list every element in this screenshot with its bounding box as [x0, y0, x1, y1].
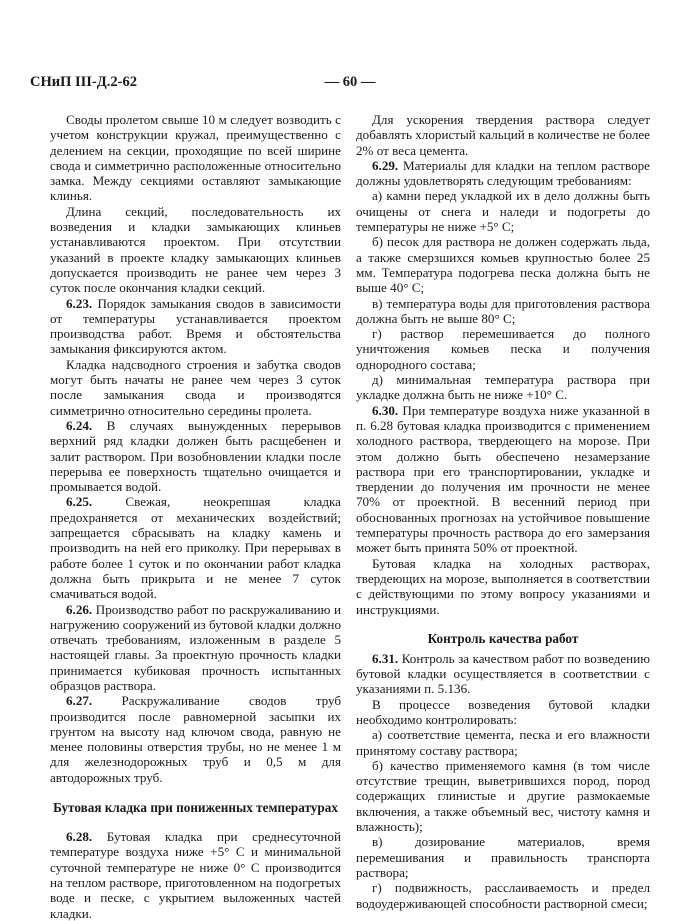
paragraph-text: Бутовая кладка на холодных растворах, твердеющих на морозе, выполняется в соответствии с действующими по этому вопросу указаниями и инструкциями. [356, 555, 650, 617]
paragraph-text: Контроль за качеством работ по возведению бутовой кладки осуществляется в соответствии с указаниями п. 5.136. [356, 650, 650, 697]
paragraph [356, 296, 650, 327]
paragraph-text: в) температура воды для приготовления раствора должна быть не выше 80° С; [356, 295, 650, 326]
paragraph-text: Кладка надсводного строения и забутка сводов могут быть начаты не ранее чем через 3 суток после замыкания свода и производятся симметрично относительно середины пролета. [50, 356, 341, 418]
paragraph-text: д) минимальная температура раствора при укладке должна быть не ниже +10° С. [356, 372, 650, 403]
paragraph [356, 697, 650, 728]
paragraph [356, 234, 650, 295]
clause-number: 6.29. [372, 157, 399, 173]
paragraph [356, 651, 650, 697]
paragraph-text: а) соответствие цемента, песка и его влажности принятому составу раствора; [356, 727, 650, 758]
paragraph [356, 556, 650, 617]
paragraph [356, 758, 650, 834]
paragraph-text: г) подвижность, расслаиваемость и предел водоудерживающей способности растворной смеси; [356, 880, 650, 911]
paragraph [50, 357, 341, 418]
paragraph [356, 880, 650, 911]
paragraph-text: г) раствор перемешивается до полного уничтожения комьев песка и получения однородного состава; [356, 326, 650, 372]
paragraph-text: Длина секций, последовательность их возведения и кладки замыкающих клиньев устанавливаются проектом. При отсутствии указаний в проекте кладку замыкающих клиньев допускается производить не ранее чем через 3 суток после окончания кладки секций. [50, 203, 341, 296]
document-code: СНиП III-Д.2-62 [30, 74, 137, 90]
paragraph-text: в) дозирование материалов, время перемешивания и правильность транспорта раствора; [356, 834, 650, 880]
paragraph [50, 204, 341, 296]
paragraph [50, 829, 341, 921]
paragraph [50, 418, 341, 494]
paragraph [356, 188, 650, 234]
section-heading: Контроль качества работ [427, 630, 579, 646]
paragraph-text: Бутовая кладка при среднесуточной температуре воздуха ниже +5° С и минимальной суточной температуре не ниже 0° С производится на теплом растворе, приготовленном на подогретых воде и песке, с укрытием выложенных частей кладки. [50, 829, 341, 921]
paragraph-text: Порядок замыкания сводов в зависимости от температуры устанавливается проектом производства работ. Время и обстоятельства замыкания фиксируются актом. [50, 295, 341, 357]
paragraph [356, 326, 650, 372]
paragraph [356, 834, 650, 880]
paragraph [50, 602, 341, 694]
clause-number: 6.31. [372, 650, 399, 666]
paragraph [356, 158, 650, 189]
section-heading: Бутовая кладка при пониженных температурах [53, 800, 338, 816]
clause-number: 6.25. [66, 494, 93, 510]
paragraph [356, 112, 650, 158]
paragraph-text: Своды пролетом свыше 10 м следует возводить с учетом конструкции кружал, преимущественно с делением на секции, проходящие по всей ширине свода и симметрично расположенные относительно замка. Между секциями оставляют замыкающие клинья. [50, 112, 341, 204]
paragraph [50, 494, 341, 601]
paragraph [50, 112, 341, 204]
page-number: — 60 — [324, 74, 376, 90]
paragraph-text: б) песок для раствора не должен содержать льда, а также смерзшихся комьев крупностью более 25 мм. Температура подогрева песка должна быть не выше 40° С; [356, 234, 650, 296]
right-column [356, 112, 650, 911]
clause-number: 6.23. [66, 295, 93, 311]
paragraph-text: а) камни перед укладкой их в дело должны быть очищены от снега и наледи и подогреты до температуры не ниже +5° С; [356, 188, 650, 235]
clause-number: 6.26. [66, 601, 93, 617]
paragraph-text: Свежая, неокрепшая кладка предохраняется от механических воздействий; запрещается сбрасывать на кладку камень и производить на ней его приколку. При перерывах в работе более 1 суток и по окончании работ кладка должна быть прикрыта и не менее 7 суток смачиваться водой. [50, 494, 341, 602]
paragraph-text: Для ускорения твердения раствора следует добавлять хлористый кальций в количестве не более 2% от веса цемента. [356, 112, 650, 158]
paragraph [50, 296, 341, 357]
paragraph [356, 727, 650, 758]
paragraph-text: При температуре воздуха ниже указанной в п. 6.28 бутовая кладка производится с применением холодного раствора, твердеющего на морозе. При этом должно быть обеспечено незамерзание раствора при его транспортировании, укладке и твердении до получения им прочности не менее 70% от проектной. В весенний период при обоснованных прогнозах на устойчивое повышение температуры прочность раствора до его замерзания может быть принята 50% от проектной. [356, 402, 650, 556]
paragraph-text: В процессе возведения бутовой кладки необходимо контролировать: [356, 696, 650, 727]
paragraph-text: Материалы для кладки на теплом растворе должны удовлетворять следующим требованиям: [356, 157, 650, 189]
clause-number: 6.28. [66, 829, 93, 845]
paragraph-text: б) качество применяемого камня (в том числе отсутствие трещин, выветрившихся пород, пород содержащих глинистые и другие размокаемые включения, а также объемный вес, чистоту камня и влажность); [356, 757, 650, 835]
paragraph-text: Производство работ по раскружаливанию и нагружению сооружений из бутовой кладки должно отвечать требованиям, изложенным в разделе 5 настоящей главы. За проектную прочность кладки принимается кубиковая прочность испытанных образцов раствора. [50, 601, 341, 693]
left-column [50, 112, 341, 921]
clause-number: 6.27. [66, 693, 93, 709]
paragraph [356, 372, 650, 403]
clause-number: 6.30. [372, 402, 399, 418]
paragraph [50, 693, 341, 785]
paragraph-text: Раскружаливание сводов труб производится после равномерной засыпки их грунтом на высоту над ключом свода, равную не менее половины отверстия трубы, но не менее 1 м для железнодорожных труб и 0,5 м для автодорожных труб. [50, 693, 341, 785]
clause-number: 6.24. [66, 417, 93, 433]
paragraph [356, 403, 650, 556]
paragraph-text: В случаях вынужденных перерывов верхний ряд кладки должен быть расщебенен и залит раствором. При возобновлении кладки после перерыва ее поверхность тщательно очищается и промывается водой. [50, 417, 341, 495]
